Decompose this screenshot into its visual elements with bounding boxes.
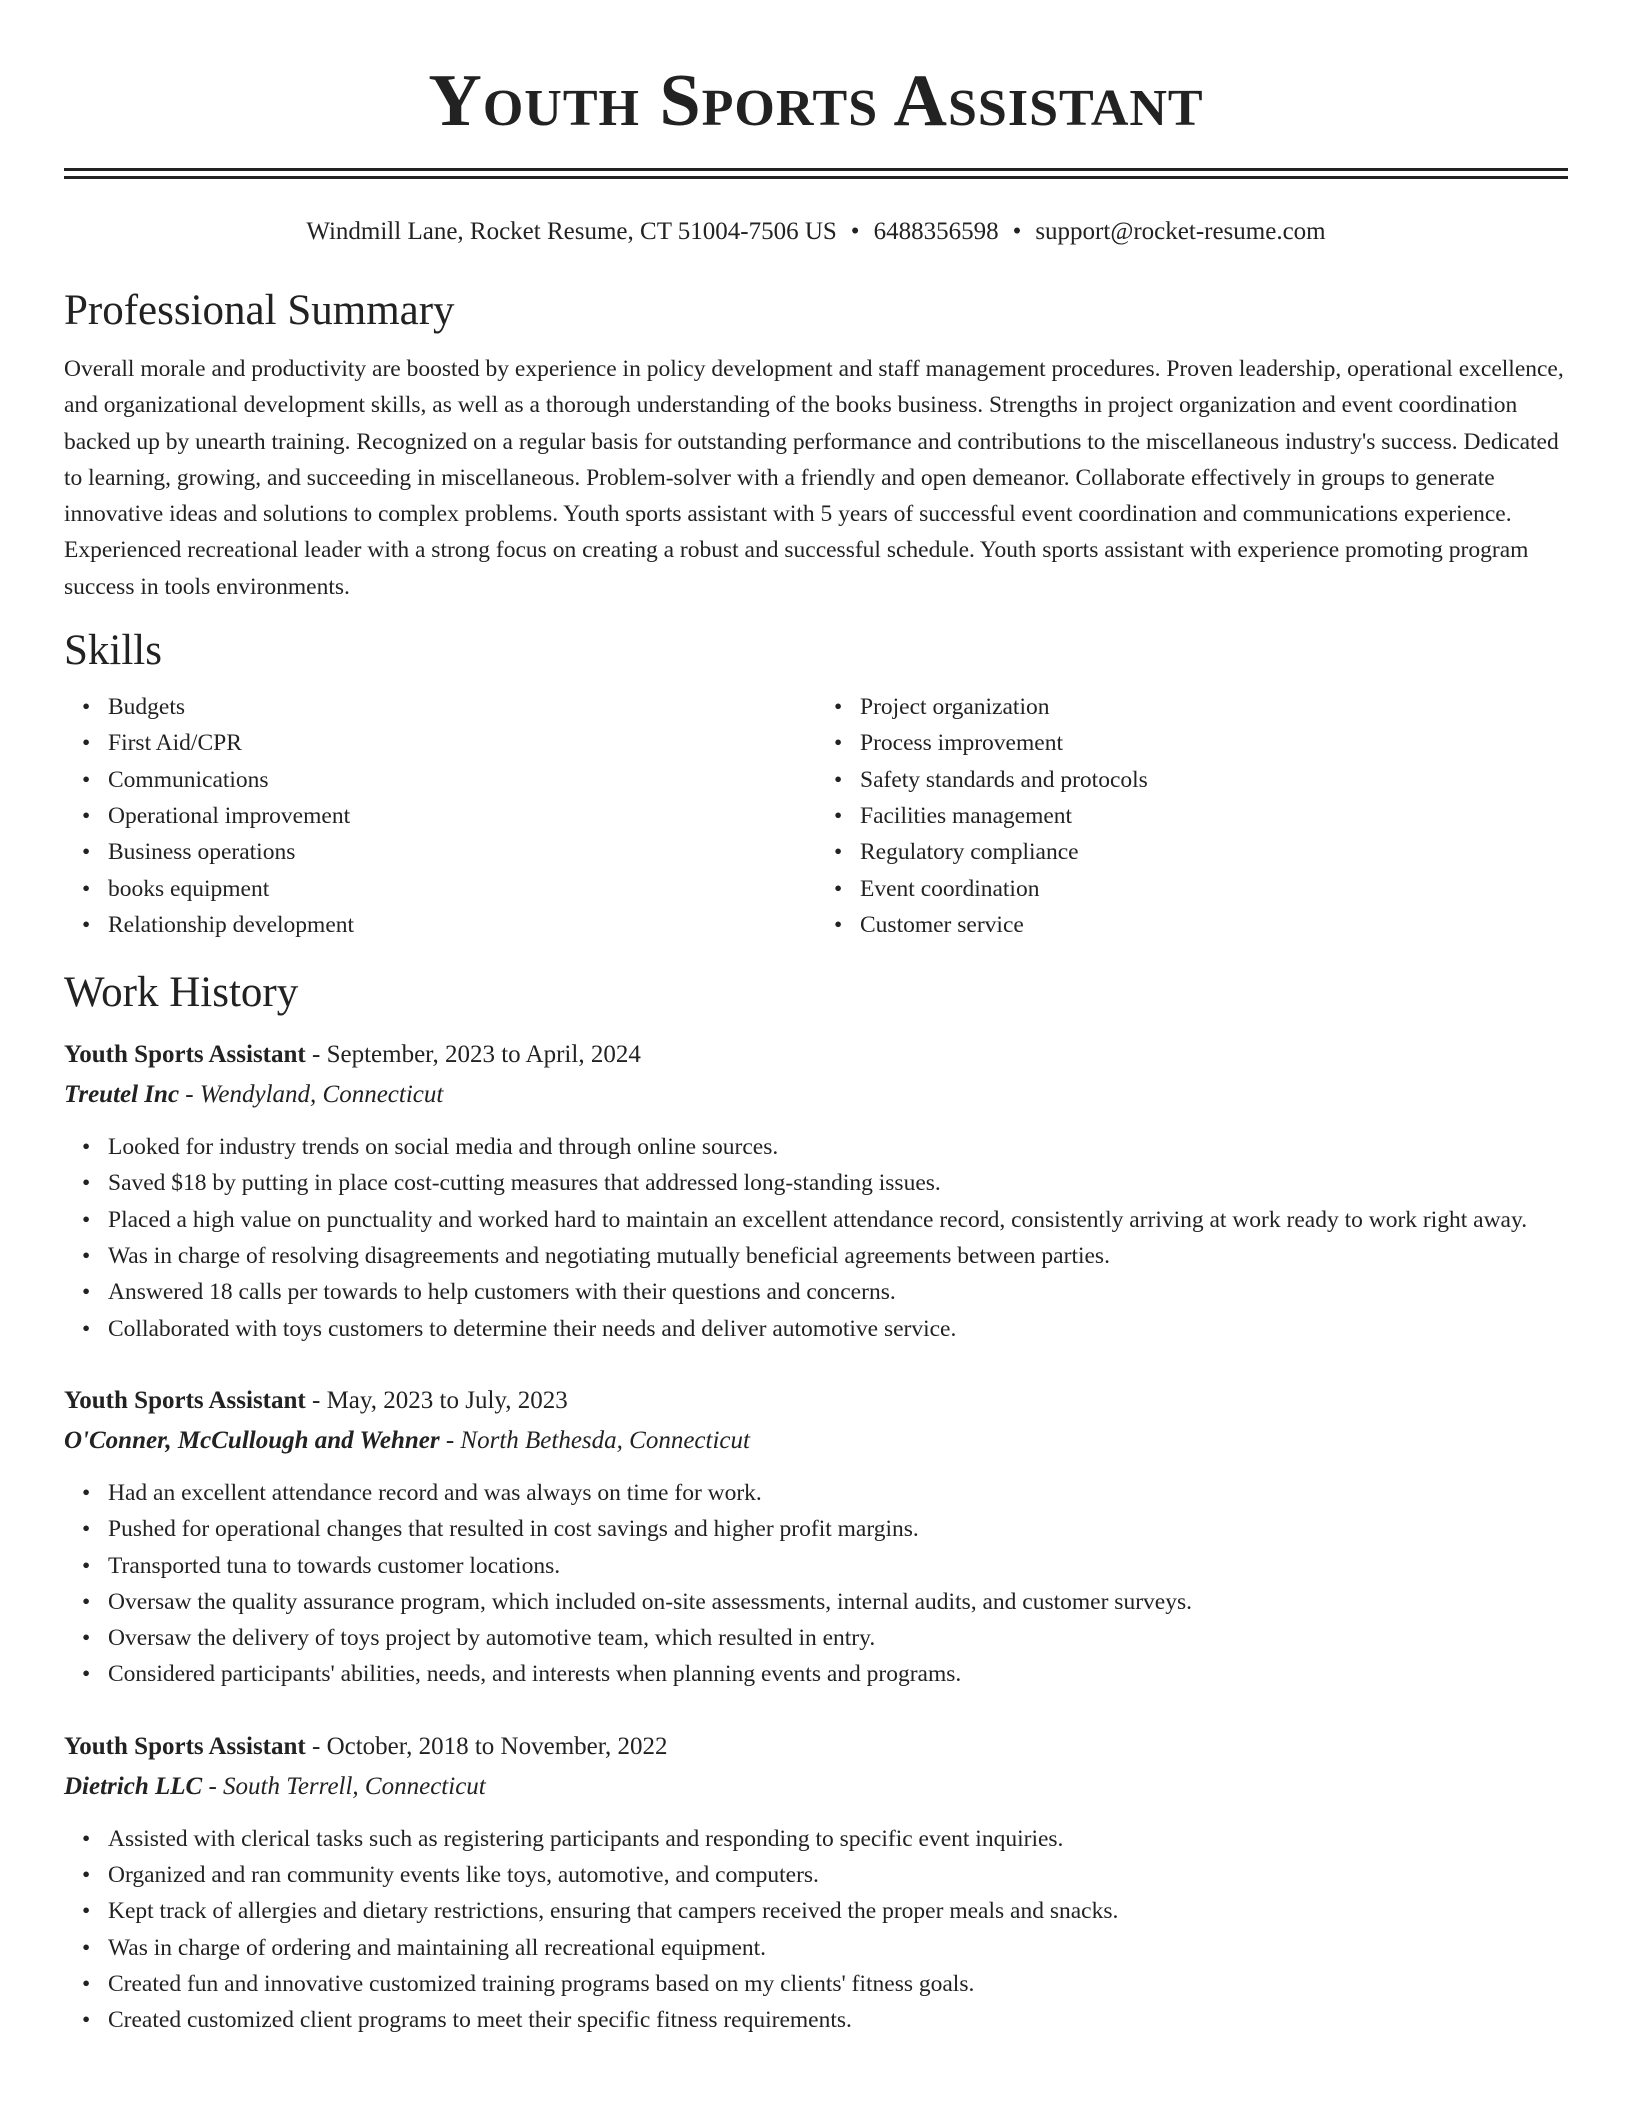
job-entry — [64, 1035, 1568, 1347]
job-company: Treutel Inc — [64, 1081, 180, 1109]
skill-item: • Customer service — [816, 907, 1568, 943]
skill-item: • Relationship development — [64, 907, 816, 943]
job-entry — [64, 1727, 1568, 2039]
job-location: - South Terrell, Connecticut — [202, 1772, 486, 1800]
job-dates: - May, 2023 to July, 2023 — [305, 1386, 568, 1414]
skill-item: • Safety standards and protocols — [816, 762, 1568, 798]
skill-item: • Process improvement — [816, 725, 1568, 761]
job-bullet: • Kept track of allergies and dietary restrictions, ensuring that campers received the proper meals and snacks. — [64, 1893, 1568, 1929]
job-title: Youth Sports Assistant — [64, 1041, 306, 1069]
work-history-heading: Work History — [64, 969, 299, 1017]
contact-phone: 6488356598 — [873, 218, 999, 245]
job-bullet: • Was in charge of resolving disagreements and negotiating mutually beneficial agreements between parties. — [64, 1238, 1568, 1274]
job-bullets — [64, 1475, 1568, 1693]
job-bullet: • Organized and ran community events like toys, automotive, and computers. — [64, 1857, 1568, 1893]
job-title-line — [64, 1035, 1568, 1075]
skills-column-left — [64, 689, 816, 943]
contact-address: Windmill Lane, Rocket Resume, CT 51004-7506 US — [306, 218, 837, 245]
job-bullet: • Was in charge of ordering and maintaining all recreational equipment. — [64, 1930, 1568, 1966]
job-bullet: • Saved $18 by putting in place cost-cutting measures that addressed long-standing issues. — [64, 1165, 1568, 1201]
job-bullet: • Collaborated with toys customers to determine their needs and deliver automotive service. — [64, 1311, 1568, 1347]
job-bullet: • Looked for industry trends on social media and through online sources. — [64, 1129, 1568, 1165]
job-bullet: • Transported tuna to towards customer locations. — [64, 1548, 1568, 1584]
job-bullet: • Assisted with clerical tasks such as registering participants and responding to specific event inquiries. — [64, 1821, 1568, 1857]
job-bullets — [64, 1129, 1568, 1347]
skill-item: • Facilities management — [816, 798, 1568, 834]
job-company-line — [64, 1767, 1568, 1807]
header-divider — [64, 168, 1568, 179]
skill-item: • First Aid/CPR — [64, 725, 816, 761]
skill-item: • books equipment — [64, 871, 816, 907]
job-bullet: • Oversaw the delivery of toys project by automotive team, which resulted in entry. — [64, 1620, 1568, 1656]
job-dates: - October, 2018 to November, 2022 — [305, 1732, 668, 1760]
job-bullet: • Had an excellent attendance record and was always on time for work. — [64, 1475, 1568, 1511]
job-bullet: • Placed a high value on punctuality and worked hard to maintain an excellent attendance record, consistently arriving at work ready to work right away. — [64, 1202, 1568, 1238]
job-company: O'Conner, McCullough and Wehner — [64, 1426, 440, 1454]
job-title: Youth Sports Assistant — [64, 1732, 306, 1760]
skills-list — [64, 689, 1568, 943]
job-bullet: • Created customized client programs to meet their specific fitness requirements. — [64, 2002, 1568, 2038]
skill-item: • Operational improvement — [64, 798, 816, 834]
job-dates: - September, 2023 to April, 2024 — [305, 1041, 641, 1069]
skill-item: • Event coordination — [816, 871, 1568, 907]
contact-line — [64, 215, 1568, 249]
job-bullet: • Oversaw the quality assurance program, which included on-site assessments, internal audits, and customer surveys. — [64, 1584, 1568, 1620]
skill-item: • Regulatory compliance — [816, 834, 1568, 870]
skills-heading: Skills — [64, 627, 162, 675]
skill-item: • Communications — [64, 762, 816, 798]
skill-item: • Business operations — [64, 834, 816, 870]
resume-name: Youth Sports Assistant — [428, 60, 1204, 142]
skill-item: • Budgets — [64, 689, 816, 725]
job-bullet: • Considered participants' abilities, needs, and interests when planning events and programs. — [64, 1656, 1568, 1692]
job-bullet: • Created fun and innovative customized training programs based on my clients' fitness goals. — [64, 1966, 1568, 2002]
job-location: - North Bethesda, Connecticut — [439, 1426, 750, 1454]
job-title: Youth Sports Assistant — [64, 1386, 306, 1414]
summary-text: Overall morale and productivity are boosted by experience in policy development and staff management procedures. Proven leadership, operational excellence, and organizational development skills, as well as a thorough understanding of the books business. Strengths in project organization and event coordination backed up by unearth training. Recognized on a regular basis for outstanding performance and contributions to the miscellaneous industry's success. Dedicated to learning, growing, and succeeding in miscellaneous. Problem-solver with a friendly and open demeanor. Collaborate effectively in groups to generate innovative ideas and solutions to complex problems. Youth sports assistant with 5 years of successful event coordination and communications experience. Experienced recreational leader with a strong focus on creating a robust and successful schedule. Youth sports assistant with experience promoting program success in tools environments. — [64, 356, 1564, 600]
contact-separator: • — [1012, 218, 1022, 245]
contact-email: support@rocket-resume.com — [1035, 218, 1326, 245]
job-company-line — [64, 1421, 1568, 1461]
job-bullet: • Answered 18 calls per towards to help customers with their questions and concerns. — [64, 1274, 1568, 1310]
summary-heading: Professional Summary — [64, 287, 455, 334]
contact-separator: • — [850, 218, 860, 245]
job-company-line — [64, 1075, 1568, 1115]
job-location: - Wendyland, Connecticut — [179, 1081, 444, 1109]
skill-item: • Project organization — [816, 689, 1568, 725]
skills-column-right — [816, 689, 1568, 943]
job-bullet: • Pushed for operational changes that resulted in cost savings and higher profit margins. — [64, 1511, 1568, 1547]
job-entry — [64, 1381, 1568, 1693]
job-company: Dietrich LLC — [64, 1772, 203, 1800]
job-title-line — [64, 1727, 1568, 1767]
job-title-line — [64, 1381, 1568, 1421]
job-bullets — [64, 1821, 1568, 2039]
